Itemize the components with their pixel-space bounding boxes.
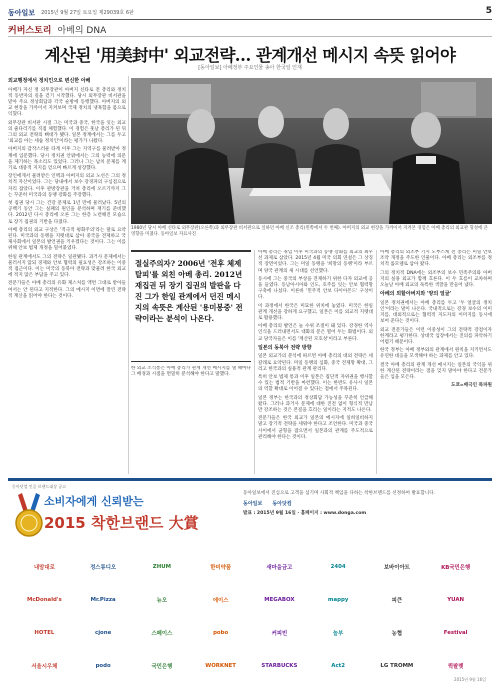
paragraph: 아베 총리의 외교 구상은 '적극적 평화주의'라는 말로 요약된다. 미국과의 동맹을 지렛대로 삼아 중국을 견제하고 국제사회에서 일본의 발언권을 키우겠다는 것이다. 그는 이를 위해 안보 법제 개정을 밀어붙였다. — [8, 227, 126, 252]
column-divider — [128, 76, 129, 474]
brand-logo: MEGABOX — [264, 596, 295, 603]
series-subtitle: 아베의 DNA — [57, 26, 107, 36]
ad-description — [243, 491, 488, 517]
brand-logo: HOTEL — [34, 629, 55, 636]
brand-logo: 한미약품 — [210, 564, 232, 571]
pull-quote-text: 절실주의자? 2006년 '전후 체제 탈피'를 외친 아베 총리. 2012년 재집권 뒤 장기 집권의 발판을 다진 그가 한일 관계에서 던진 메시지의 속뜻은 계산된 '용미봉중' 전략이라는 분석이 나온다. — [135, 259, 243, 323]
ad-hosts — [243, 501, 488, 507]
paragraph: 일본 정치권에서는 아베 총리를 두고 '두 얼굴의 정치인'이라는 말이 나온다. 국내적으로는 강경 보수의 이미지를, 대외적으로는 협력적 지도자의 이미지를 동시에 보여 준다는 것이다. — [380, 300, 492, 325]
brand-logo-grid — [16, 551, 484, 681]
brand-logo: KB국민은행 — [441, 564, 471, 571]
headline: 계산된 '用美封中' 외교전략… 관계개선 메시지 속뜻 읽어야 — [44, 46, 456, 65]
brand-logo: mappy — [327, 596, 349, 603]
ad-title — [44, 493, 234, 545]
brand-logo: YUAN — [447, 596, 465, 603]
brand-logo: 피큰 — [391, 597, 403, 604]
brand-logo: WORKNET — [205, 662, 236, 669]
column-divider — [254, 250, 255, 474]
section-category: 커버스토리 — [8, 26, 52, 36]
paragraph: 전문가들은 아베 총리의 유화 제스처를 액면 그대로 받아들여서는 안 된다고 지적한다. 그의 메시지 이면에 깔린 전략적 계산을 읽어야 한다는 것이다. — [8, 281, 126, 299]
series-header — [8, 23, 492, 37]
column-subhead: 아베의 외할아버지와 '양의 얼굴' — [380, 291, 452, 298]
brand-award-advertisement — [8, 478, 492, 686]
ad-date-line: 발표 : 2015년 9월 16일 · 홈페이지 : www.donga.com — [243, 510, 367, 516]
paragraph: 아버지의 갑작스러운 타계 이후 그는 지역구를 물려받아 정계에 입문했다. 당시 정치권 안팎에서는 그의 능력에 의문을 제기하는 목소리도 있었다. 그러나 그는 납치 문제를 계기로 대중적 지지를 얻으며 빠르게 성장했다. — [8, 147, 126, 171]
brand-logo: cjone — [95, 629, 112, 636]
ad-title-line2: 2015 착한브랜드 大賞 — [44, 514, 199, 532]
paragraph: 외무장관 비서관 시절 그는 미국과 중국, 한국을 잇는 외교의 줄다리기를 직접 체험했다. 이 경험은 훗날 총리가 된 뒤 그의 외교 전략의 뼈대가 됐다. 일본 정계에서는 그를 두고 '외교를 아는 세습 정치인'이라는 평가가 나왔다. — [8, 120, 126, 145]
paragraph: 아베 총리의 외조부 기시 노부스케 전 총리는 미일 안보조약 개정을 주도한 인물이다. 아베 총리는 외조부를 정치적 롤모델로 삼아 왔다. — [380, 250, 492, 268]
issue-date: 2015년 9월 27일 토요일 제29039호 6판 — [41, 10, 134, 16]
brand-logo: pobo — [213, 629, 229, 636]
brand-logo: LG TROMM — [380, 662, 414, 669]
ad-label: 동아닷컴 인증 브랜드대상 공고 — [12, 484, 67, 489]
brand-logo: 퀵팔렛 — [447, 663, 464, 670]
brand-logo: 에이스 — [212, 597, 229, 604]
paragraph: 한일 관계에서도 그의 전략은 일관됐다. 과거사 문제에서는 물러서지 않되 경제와 안보 협력의 필요성은 강조하는 이중적 접근이다. 이는 미국의 동북아 전략과 맞물려 한국 외교에 적지 않은 부담을 주고 있다. — [8, 254, 126, 279]
pull-quote — [131, 250, 251, 362]
paragraph: 동시에 그는 중국의 부상을 견제하기 위한 다자 외교에 공을 들였다. 동남아시아와 인도, 호주를 잇는 안보 협력망 구축에 나섰다. 이른바 '민주적 안보 다이아몬드' 구상이다. — [258, 276, 373, 301]
paragraph: 특히 안보 법제 통과 이후 일본은 집단적 자위권을 행사할 수 있는 법적 기반을 마련했다. 이는 한반도 유사시 일본의 역할 확대로 이어질 수 있다는 점에서 주목된다. — [258, 374, 373, 393]
brand-logo: 서울시우체 — [31, 663, 58, 670]
paragraph: 장인에게서 물려받은 인맥과 아버지의 외교 노선은 그의 정치적 자산이었다. 그는 당내에서 보수 강경파의 구심점으로 자리 잡았다. 이후 관방장관을 거쳐 총리에 오르기까지 그는 꾸준히 미국과의 동맹 강화를 주장했다. — [8, 174, 126, 198]
brand-logo: 농협 — [391, 630, 403, 637]
column-subhead: 일본의 동북아 전략 방향 — [258, 344, 312, 351]
paragraph: 외교 전문가들은 이런 이중성이 그의 전략적 강점이자 한계라고 평가한다. 상대국 입장에서는 진의를 파악하기 어렵기 때문이다. — [380, 327, 492, 345]
paragraph: 전문가들은 한국 외교가 일본의 메시지에 일희일비하지 말고 장기적 전략을 세워야 한다고 조언한다. 미국과 중국 사이에서 균형을 잡으면서 일본과의 관계를 주도적으로 관리해야 한다는 것이다. — [258, 416, 373, 440]
masthead — [8, 6, 492, 20]
brand-logo: 정스튜디오 — [90, 564, 117, 571]
brand-logo: 국민은행 — [151, 663, 173, 670]
paragraph: 그의 정치적 DNA에는 외조부의 보수 민족주의와 아버지의 실용 외교가 함께 흐른다. 이 두 흐름이 교차하며 오늘날 아베 외교의 독특한 색깔을 만들어 냈다. — [380, 270, 492, 289]
paragraph: 한 외교 소식통은 아베 총리가 관계 개선 메시지를 낼 때마다 그 배경과 시점을 면밀히 분석해야 한다고 말했다. — [131, 366, 251, 378]
paragraph: 결국 아베 총리의 관계 개선 메시지는 일본의 국익을 위한 계산된 전략이라는 점을 잊지 말아야 한다고 전문가들은 입을 모은다. — [380, 362, 492, 380]
paragraph: 일본 외교가의 분석에 따르면 아베 총리의 대외 전략은 세 갈래로 요약된다. 미일 동맹의 심화, 중국 견제망 확대, 그리고 한국과의 실용적 관계 관리다. — [258, 354, 373, 372]
brand-logo: Festival — [443, 629, 468, 636]
paragraph: 아베가 자신 정 외무장관이 아버지 신타로 전 총리와 정치적 동반자의 길을 걷기 시작했다. 당시 외무장관 비서관을 맡아 주요 정상회담과 각국 순방에 동행했다. 아버지의 외교 현장을 가까이서 지켜보며 국제 정치의 냉혹함을 몸으로 익혔다. — [8, 87, 126, 118]
photo-caption: 1980년 당시 아베 신타로 외무장관(오른쪽)과 외무장관 비서관으로 일하던 아베 신조 총리(왼쪽에서 두 번째). 아버지의 외교 현장을 가까이서 지켜본 경험은 아베 총리의 외교관 형성에 큰 영향을 미쳤다. 동아일보 자료사진 — [131, 226, 488, 237]
paragraph: 첫 집권 당시 그는 건강 문제로 1년 만에 물러났다. 5년의 공백기 동안 그는 실패의 원인을 분석하며 재기를 준비했다. 2012년 다시 총리에 오른 그는 한층 노련해진 모습으로 장기 집권의 기반을 다졌다. — [8, 200, 126, 225]
brand-logo: 스페이스 — [151, 630, 173, 637]
paragraph: 아베 총리의 발언은 늘 수위 조절이 돼 있다. 강경한 역사 인식을 드러내면서도 대화의 문은 열어 두는 화법이다. 외교 당국자들은 이를 '계산된 모호성'이라고 부른다. — [258, 324, 373, 342]
host-name: 동아닷컴 — [272, 501, 292, 508]
article-column-1 — [8, 76, 126, 474]
archival-photo — [131, 78, 492, 224]
ad-description-text: 동아일보에서 진심으로 고객을 섬기며 사회적 책임을 다하는 착한브랜드를 선정하여 발표합니다. — [243, 491, 436, 496]
brand-logo: McDonald's — [26, 596, 62, 603]
brand-logo: 놀부 — [332, 630, 344, 637]
ad-title-line1: 소비자에게 신뢰받는 — [44, 495, 144, 508]
page-number: 5 — [485, 6, 492, 16]
column-divider — [376, 250, 377, 474]
brand-logo: 뉴오 — [156, 597, 168, 604]
brand-logo: 보바이아트 — [383, 564, 410, 571]
paragraph: 이 과정에서 한국은 미묘한 위치에 놓였다. 미국은 한일 관계 개선을 강하게 요구했고, 일본은 이를 외교적 지렛대로 활용했다. — [258, 303, 373, 322]
brand-logo: Act2 — [331, 662, 345, 669]
photo-image — [131, 78, 492, 224]
brand-logo: ZHUM — [152, 563, 171, 570]
brand-logo: 내맘대로 — [33, 564, 55, 571]
paragraph: 아베 총리는 취임 이후 미국과의 동맹 강화를 외교의 최우선 과제로 삼았다. 2015년 4월 미국 의회 연설은 그 상징적 장면이었다. 그는 미일 동맹을 '희망의 동맹'이라 부르며 양국 관계의 새 시대를 선언했다. — [258, 250, 373, 274]
paragraph: 일본 정부는 한국과의 정상회담 가능성을 꾸준히 언급해 왔다. 그러나 과거사 문제에 대한 진전 없이 형식적 만남만 강조하는 것은 본질을 흐리는 일이라는 지적도 나온다. — [258, 395, 373, 413]
reporter-signature: 도쿄=배극인 특파원 — [451, 383, 492, 389]
brand-logo: Mr.Pizza — [90, 596, 116, 603]
brand-logo: STARBUCKS — [261, 662, 298, 669]
brand-logo: podo — [95, 662, 111, 669]
brand-logo: 새마을금고 — [266, 564, 293, 571]
article-column-2 — [131, 366, 251, 474]
host-name: 동아일보 — [243, 501, 263, 508]
brand-logo: 2404 — [330, 563, 346, 570]
ad-footer: 2015년 9월 16일 — [454, 677, 486, 682]
article-column-3 — [258, 250, 373, 474]
brand-logo: 커피빈 — [271, 630, 288, 637]
paragraph: 한국 정부는 아베 정부와의 관계에서 원칙을 지키면서도 유연한 대응을 모색해야 하는 과제를 안고 있다. — [380, 348, 492, 360]
article-column-4 — [380, 250, 492, 474]
column-subhead: 외교행정에서 정치인으로 변신한 아베 — [8, 78, 91, 84]
byline: [동아일보] 아베정부 주요인물 송아 한국일 인재 — [198, 65, 302, 71]
newspaper-brand: 동아일보 — [8, 7, 36, 17]
medal-icon — [14, 493, 44, 539]
